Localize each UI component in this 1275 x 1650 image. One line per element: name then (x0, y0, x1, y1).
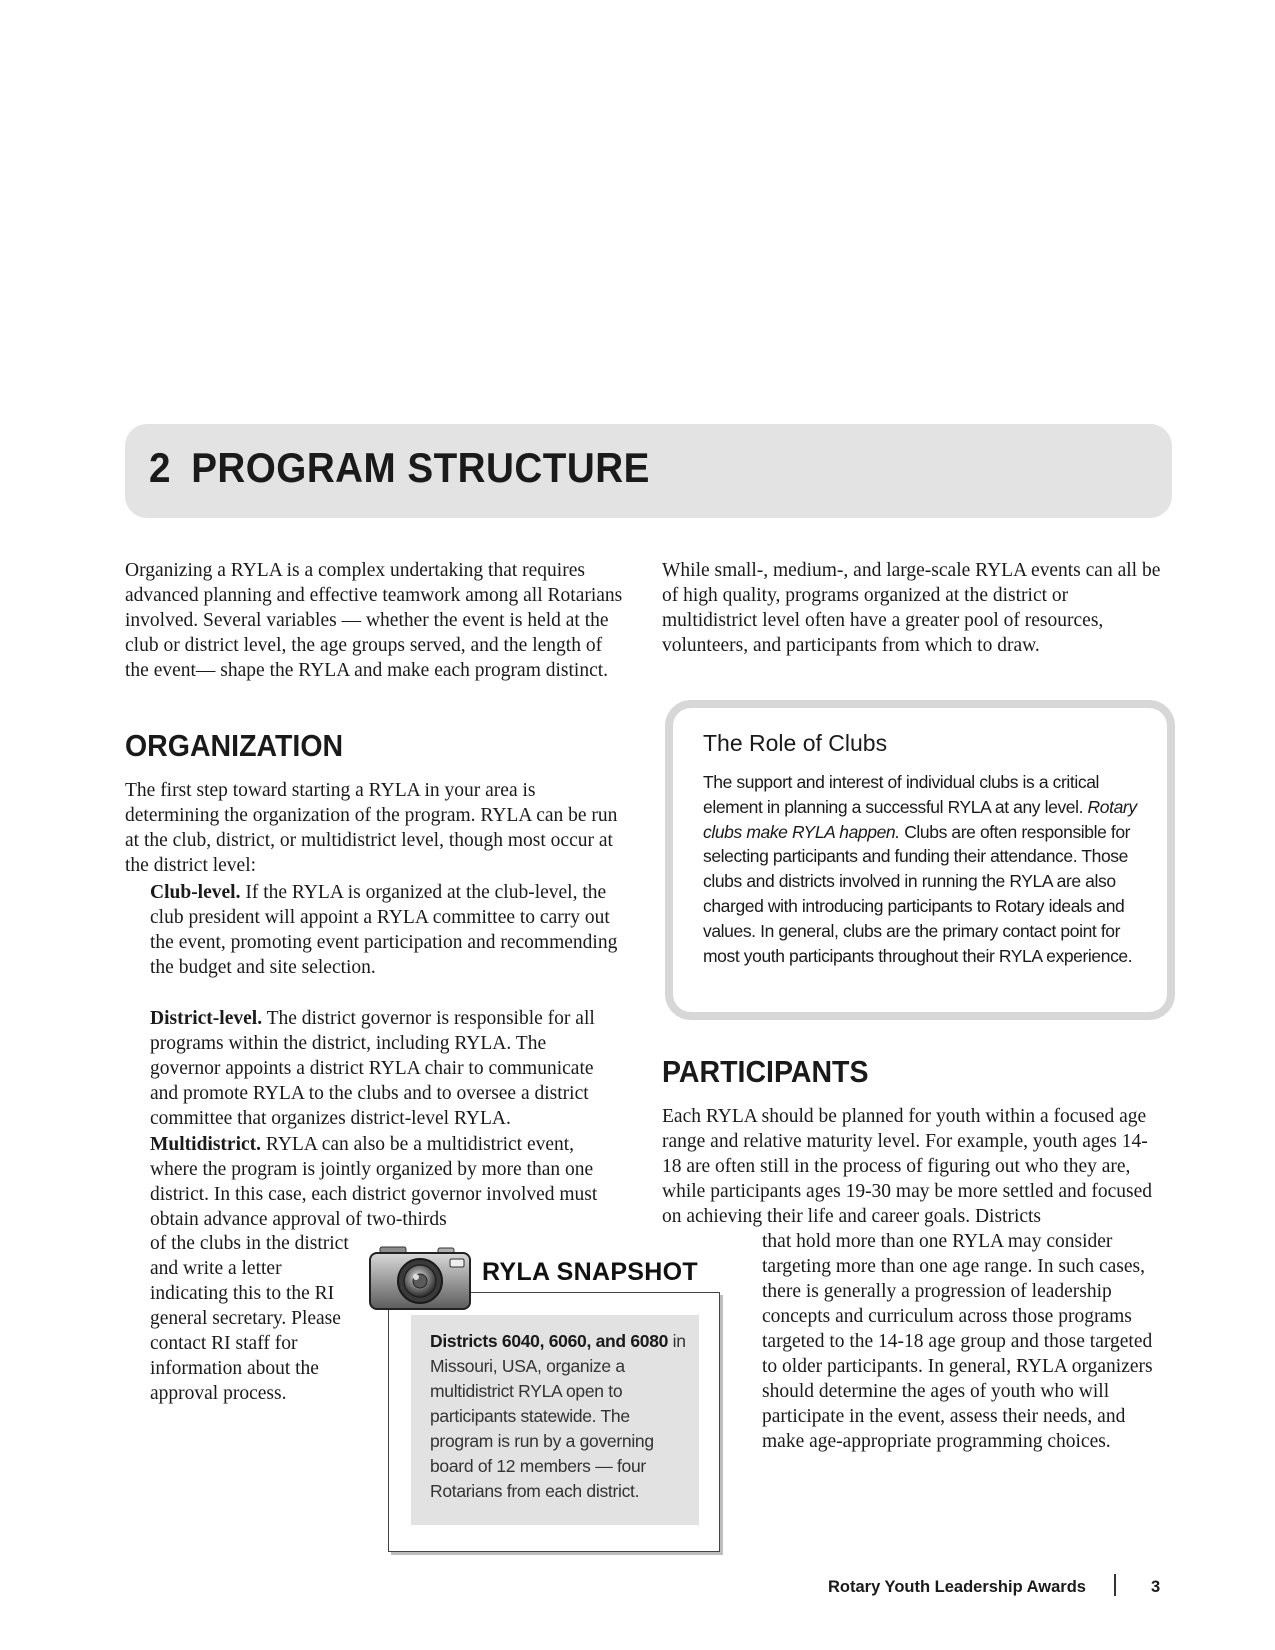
footer-divider (1114, 1574, 1116, 1596)
multidistrict-text: RYLA can also be a multidistrict event, where the program is jointly organized by more than one district. In this case, each district governor involved must obtain advance approval of two-thirds (150, 1134, 598, 1230)
district-level-paragraph (150, 1006, 615, 1131)
role-of-clubs-body (703, 770, 1143, 968)
chapter-title-text: PROGRAM STRUCTURE (191, 444, 650, 491)
intro-paragraph: Organizing a RYLA is a complex undertaking that requires advanced planning and effective teamwork among all Rotarians involved. Several variables — whether the event is held at the club or district level, the age groups served, and the length of the event— shape the RYLA and make each program distinct. (125, 560, 623, 681)
participants-body-2: that hold more than one RYLA may consider targeting more than one age range. In such cases, there is generally a progression of leadership concepts and curriculum across those programs targeted to the 14-18 age group and those targeted to older participants. In general, RYLA organizers should determine the ages of youth who will participate in the event, assess their needs, and make age-appropriate programming choices. (762, 1231, 1153, 1452)
right-intro-paragraph: While small-, medium-, and large-scale RYLA events can all be of high quality, programs organized at the district or multidistrict level often have a greater pool of resources, volunteers, and participants from which to draw. (662, 560, 1161, 656)
footer-publication: Rotary Youth Leadership Awards (828, 1578, 1086, 1596)
multidistrict-continued: of the clubs in the district and write a letter indicating this to the RI general secretary. Please contact RI staff for information about the approval process. (150, 1233, 349, 1404)
club-level-label: Club-level. (150, 882, 241, 903)
snapshot-bold-text: Districts 6040, 6060, and 6080 (430, 1331, 669, 1351)
snapshot-panel (411, 1315, 699, 1525)
participants-body-1: Each RYLA should be planned for youth within a focused age range and relative maturity level. For example, youth ages 14-18 are often still in the process of figuring out who they are, while participants ages 19-30 may be more settled and focused on achieving their life and career goals. Districts (662, 1106, 1153, 1227)
chapter-title (149, 444, 650, 492)
snapshot-text (430, 1329, 690, 1504)
chapter-banner (125, 424, 1172, 518)
organization-heading: ORGANIZATION (125, 728, 344, 763)
participants-heading: PARTICIPANTS (662, 1054, 869, 1089)
club-level-paragraph (150, 880, 620, 980)
district-level-label: District-level. (150, 1008, 263, 1029)
snapshot-body: in Missouri, USA, organize a multidistrict RYLA open to participants statewide. The program is run by a governing board of 12 members — four Rotarians from each district. (430, 1331, 686, 1501)
role-of-clubs-title: The Role of Clubs (703, 730, 888, 756)
multidistrict-label: Multidistrict. (150, 1134, 262, 1155)
camera-icon (368, 1245, 472, 1311)
district-level-text: The district governor is responsible for all programs within the district, including RYLA. The governor appoints a district RYLA chair to communicate and promote RYLA to the clubs and to oversee a district committee that organizes district-level RYLA. (150, 1008, 595, 1129)
multidistrict-paragraph (150, 1132, 615, 1232)
role-emphasis: Rotary clubs make RYLA happen. (703, 796, 1137, 842)
role-text-2: Clubs are often responsible for selecting participants and funding their attendance. Those clubs and districts involved in running the RYLA are also charged with introducing participants to Rotary ideals and values. In general, clubs are the primary contact point for most youth participants throughout their RYLA experience. (703, 821, 1133, 966)
chapter-number: 2 (149, 444, 171, 491)
club-level-text: If the RYLA is organized at the club-level, the club president will appoint a RYLA committee to carry out the event, promoting event participation and recommending the budget and site selection. (150, 882, 618, 978)
snapshot-box (388, 1292, 720, 1552)
role-text-1: The support and interest of individual clubs is a critical element in planning a successful RYLA at any level. (703, 772, 1100, 817)
page-number: 3 (1151, 1578, 1161, 1596)
snapshot-heading: RYLA SNAPSHOT (478, 1258, 702, 1287)
organization-body: The first step toward starting a RYLA in your area is determining the organization of the program. RYLA can be run at the club, district, or multidistrict level, though most occur at the district level: (125, 780, 618, 876)
role-of-clubs-box (665, 700, 1175, 1020)
